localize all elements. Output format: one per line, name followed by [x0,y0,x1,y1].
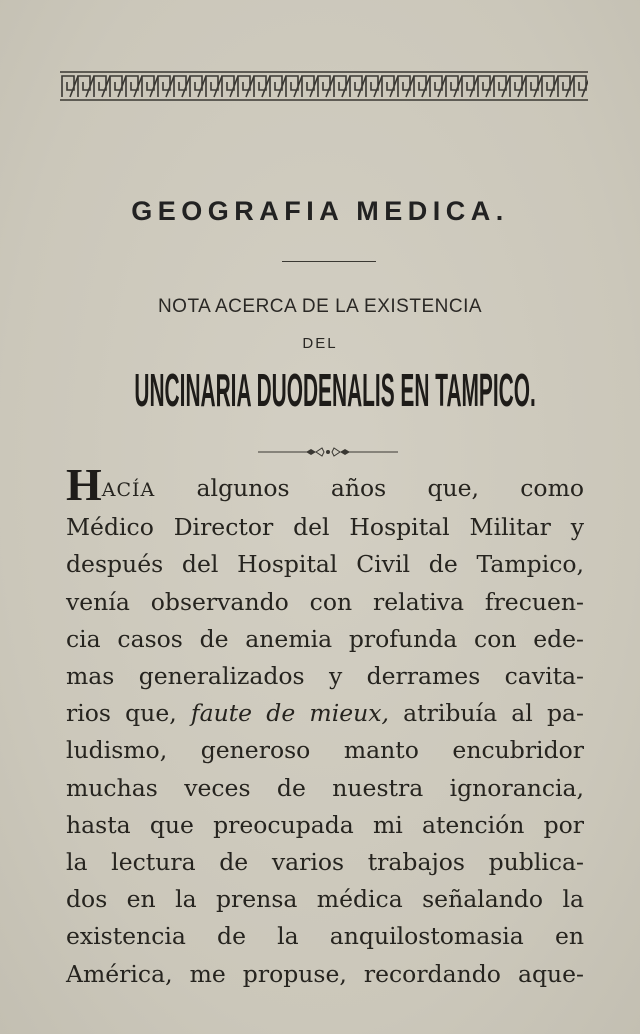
body-line: muchas veces de nuestra ignorancia, [66,773,584,802]
greek-key-border-icon [60,70,588,102]
subtitle-line-2: DEL [302,335,338,352]
body-line: cia casos de anemia profunda con ede- [66,624,584,653]
page-title: GEOGRAFIA MEDICA. [131,196,509,226]
body-line: ludismo, generoso manto encubridor [66,736,584,765]
article-heading: UNCINARIA DUODENALIS EN TAMPICO. [134,364,536,417]
body-line: hasta que preocupada mi atención por [66,810,584,839]
subtitle-line-1: NOTA ACERCA DE LA EXISTENCIA [157,296,483,317]
body-line: dos en la prensa médica señalando la [66,885,584,914]
body-line-text: atribuía al pa- [403,699,584,728]
body-line: la lectura de varios trabajos publica- [66,848,584,877]
title-rule [282,261,376,262]
italic-phrase: faute de mieux, [190,699,389,728]
drop-cap: H [66,459,100,510]
body-line: existencia de la anquilostomasia en [66,922,584,951]
body-line: América, me propuse, recordando aque- [66,959,584,988]
body-line: venía observando con relativa frecuen- [66,587,584,616]
scroll-divider-icon [258,446,398,458]
body-line [66,459,584,510]
body-line: mas generalizados y derrames cavita- [66,662,584,691]
body-line-text: rios que, [66,699,177,728]
body-line-text: algunos años que, como [196,474,584,502]
body-line [66,695,584,732]
body-line: Médico Director del Hospital Militar y [66,513,584,542]
body-line: después del Hospital Civil de Tampico, [66,550,584,579]
article-body [66,459,584,993]
first-word-rest: ACÍA [101,479,156,501]
